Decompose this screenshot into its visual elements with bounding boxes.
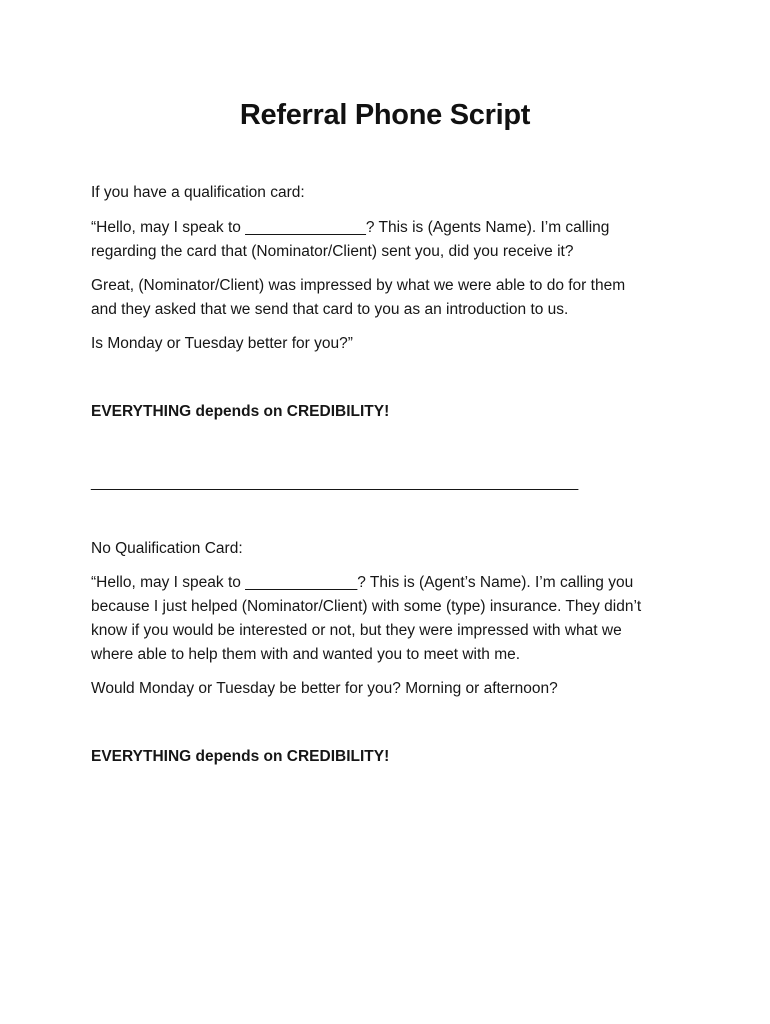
no-card-script-opening-line: because I just helped (Nominator/Client) with some (type) insurance. They didn’t [91, 598, 642, 615]
no-card-script-closing: Would Monday or Tuesday be better for you? Morning or afternoon? [91, 680, 558, 697]
page-title: Referral Phone Script [239, 99, 531, 131]
card-script-opening-line: “Hello, may I speak to ______________? This is (Agents Name). I’m calling [91, 219, 610, 236]
card-script-opening-line: regarding the card that (Nominator/Client) sent you, did you receive it? [91, 243, 574, 260]
no-card-section-heading: No Qualification Card: [91, 540, 243, 557]
section-separator: _______________________________________________________________ [91, 474, 578, 491]
card-script-followup-line: Great, (Nominator/Client) was impressed by what we were able to do for them [91, 277, 626, 294]
card-section-heading: If you have a qualification card: [91, 184, 305, 201]
no-card-credibility-note: EVERYTHING depends on CREDIBILITY! [91, 748, 390, 765]
card-credibility-note: EVERYTHING depends on CREDIBILITY! [91, 403, 390, 420]
no-card-script-opening [91, 571, 691, 667]
card-script-followup-line: and they asked that we send that card to you as an introduction to us. [91, 301, 569, 318]
no-card-script-opening-line: know if you would be interested or not, but they were impressed with what we [91, 622, 622, 639]
no-card-script-opening-line: where able to help them with and wanted you to meet with me. [91, 646, 521, 663]
card-script-followup [91, 274, 691, 322]
card-script-closing: Is Monday or Tuesday better for you?” [91, 335, 353, 352]
no-card-script-opening-line: “Hello, may I speak to _____________? This is (Agent’s Name). I’m calling you [91, 574, 634, 591]
card-script-opening [91, 216, 691, 264]
